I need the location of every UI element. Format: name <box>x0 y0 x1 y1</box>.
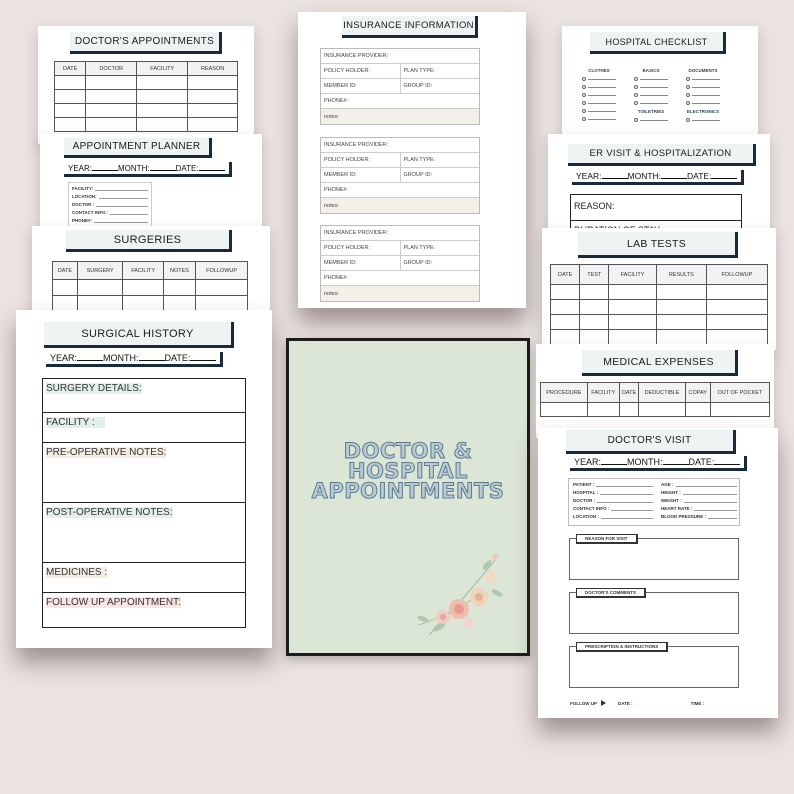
category-heading: CLOTHES <box>588 68 610 73</box>
provider-label: INSURANCE PROVIDER: <box>324 230 389 236</box>
appointment-planner-page <box>40 134 262 230</box>
medicines-row <box>43 563 245 593</box>
page-title: LAB TESTS <box>578 232 738 258</box>
pre-op-row <box>43 443 245 503</box>
field-weight: WEIGHT : <box>661 498 737 503</box>
year-label: YEAR: <box>574 457 602 467</box>
reason-row <box>571 195 741 221</box>
column-header: NOTES <box>163 262 195 280</box>
field-contact-info: CONTACT INFO : <box>72 210 148 215</box>
phone-label: PHONE#: <box>324 98 349 104</box>
follow-up-row <box>43 593 245 627</box>
surgical-history-page <box>16 310 272 648</box>
column-header: REASON <box>188 62 238 76</box>
plan-type-label: PLAN TYPE: <box>400 64 480 78</box>
patient-info-box <box>568 478 740 526</box>
section-label: DOCTOR'S COMMENTS <box>576 588 646 598</box>
page-title: INSURANCE INFORMATION <box>342 16 478 38</box>
page-title: ER VISIT & HOSPITALIZATION <box>568 144 756 166</box>
year-month-date-line <box>570 456 747 471</box>
member-id-label: MEMBER ID: <box>324 172 357 178</box>
er-visit-page <box>548 134 770 232</box>
insurance-block-2 <box>320 137 480 214</box>
column-header: RESULTS <box>656 265 706 285</box>
field-height: HEIGHT : <box>661 490 737 495</box>
column-header: DEDUCTIBLE <box>639 383 685 403</box>
checklist-item[interactable] <box>686 118 720 122</box>
column-header: FACILITY <box>137 62 188 76</box>
pre-op-label: PRE-OPERATIVE NOTES: <box>46 447 167 458</box>
surgeries-page <box>32 226 270 318</box>
surgery-details-label: SURGERY DETAILS: <box>46 383 142 394</box>
date-label: DATE: <box>175 164 199 173</box>
field-doctor: DOCTOR : <box>72 202 148 207</box>
category-heading: DOCUMENTS <box>688 68 718 73</box>
cover-title <box>289 441 527 501</box>
policy-holder-label: POLICY HOLDER: <box>324 68 371 74</box>
column-header: DOCTOR <box>86 62 137 76</box>
play-arrow-icon <box>601 700 606 706</box>
month-label: MONTH: <box>627 171 662 181</box>
year-month-date-line <box>46 352 223 367</box>
field-facility: FACILITY: <box>72 186 148 191</box>
checklist-item[interactable] <box>582 85 616 89</box>
follow-up-label: FOLLOW UP <box>570 700 597 706</box>
section-label: REASON FOR VISIT <box>576 534 638 544</box>
checklist-item[interactable] <box>686 77 720 81</box>
hospital-checklist-page <box>562 26 758 136</box>
checklist-item[interactable] <box>686 85 720 89</box>
follow-up-line <box>570 700 740 706</box>
column-header: FACILITY <box>587 383 619 403</box>
doctors-appointments-page <box>38 26 254 144</box>
checklist-item[interactable] <box>582 77 616 81</box>
medical-expenses-page <box>536 344 774 438</box>
cover-page <box>286 338 530 656</box>
floral-decoration-icon <box>409 535 519 645</box>
section-label: PRESCRIPTION & INSTRUCTIONS <box>576 642 668 652</box>
year-month-date-line <box>64 162 232 177</box>
checklist-item[interactable] <box>634 101 668 105</box>
field-hospital: HOSPITAL : <box>573 490 653 495</box>
checklist-item[interactable] <box>686 93 720 97</box>
checklist-item[interactable] <box>582 109 616 113</box>
checklist-column-documents <box>686 68 720 122</box>
column-header: OUT OF POCKET <box>710 383 769 403</box>
provider-label: INSURANCE PROVIDER: <box>324 53 389 59</box>
column-header: FACILITY <box>123 262 163 280</box>
follow-up-date-label: DATE : <box>618 700 633 706</box>
doctors-visit-page <box>538 428 778 718</box>
checklist-item[interactable] <box>634 77 668 81</box>
post-op-label: POST-OPERATIVE NOTES: <box>46 507 173 518</box>
lab-tests-table <box>550 264 768 345</box>
column-header: PROCEDURE <box>541 383 588 403</box>
column-header: DATE <box>55 62 86 76</box>
reason-label: REASON: <box>574 201 615 211</box>
policy-holder-label: POLICY HOLDER: <box>324 245 371 251</box>
field-age: AGE : <box>661 482 737 487</box>
column-header: DATE <box>53 262 78 280</box>
lab-tests-page <box>542 228 776 350</box>
phone-label: PHONE#: <box>324 275 349 281</box>
planner-fields <box>68 182 152 230</box>
page-title: HOSPITAL CHECKLIST <box>590 32 726 54</box>
year-month-date-line <box>572 170 744 185</box>
checklist-item[interactable] <box>634 85 668 89</box>
insurance-information-page <box>298 12 526 308</box>
plan-type-label: PLAN TYPE: <box>400 153 480 167</box>
month-label: MONTH: <box>627 457 663 467</box>
field-location: LOCATION: <box>72 194 148 199</box>
checklist-item[interactable] <box>582 93 616 97</box>
column-header: FOLLOWUP <box>196 262 248 280</box>
column-header: DATE <box>551 265 580 285</box>
medical-expenses-table <box>540 382 770 417</box>
column-header: TEST <box>580 265 609 285</box>
notes-label: notes: <box>324 113 339 120</box>
group-id-label: GROUP ID: <box>400 256 480 270</box>
follow-up-label: FOLLOW UP APPOINTMENT: <box>46 597 181 608</box>
member-id-label: MEMBER ID: <box>324 83 357 89</box>
insurance-block-3 <box>320 225 480 302</box>
category-heading: BASICS <box>642 68 660 73</box>
group-id-label: GROUP ID: <box>400 79 480 93</box>
column-header: COPAY <box>685 383 710 403</box>
field-heart-rate: HEART RATE : <box>661 506 737 511</box>
prescription-section <box>569 646 739 688</box>
checklist-item[interactable] <box>582 101 616 105</box>
checklist-item[interactable] <box>686 101 720 105</box>
year-label: YEAR: <box>576 171 602 181</box>
field-contact-info: CONTACT INFO : <box>573 506 653 511</box>
page-title: DOCTOR'S APPOINTMENTS <box>70 32 222 54</box>
notes-label: notes: <box>324 290 339 297</box>
er-visit-form <box>570 194 742 232</box>
page-title: DOCTOR'S VISIT <box>566 430 736 454</box>
member-id-label: MEMBER ID: <box>324 260 357 266</box>
group-id-label: GROUP ID: <box>400 168 480 182</box>
page-title: SURGERIES <box>66 230 232 252</box>
provider-label: INSURANCE PROVIDER: <box>324 142 389 148</box>
column-header: DATE <box>619 383 639 403</box>
category-heading: TOILETRIES <box>637 109 665 114</box>
month-label: MONTH: <box>103 353 139 363</box>
field-doctor: DOCTOR : <box>573 498 653 503</box>
surgery-details-row <box>43 379 245 413</box>
column-header: SURGERY <box>77 262 123 280</box>
checklist-column-basics <box>634 68 668 122</box>
page-title: APPOINTMENT PLANNER <box>64 138 212 158</box>
doctors-comments-section <box>569 592 739 634</box>
field-blood-pressure: BLOOD PRESSURE : <box>661 514 737 519</box>
date-label: DATE: <box>164 353 191 363</box>
surgical-history-form <box>42 378 246 628</box>
post-op-row <box>43 503 245 563</box>
phone-label: PHONE#: <box>324 187 349 193</box>
insurance-block-1 <box>320 48 480 125</box>
cover-title-line-2: HOSPITAL <box>347 459 469 483</box>
field-patient: PATIENT : <box>573 482 653 487</box>
policy-holder-label: POLICY HOLDER: <box>324 157 371 163</box>
date-label: DATE: <box>688 457 715 467</box>
facility-label: FACILITY : <box>46 417 105 428</box>
reason-for-visit-section <box>569 538 739 580</box>
plan-type-label: PLAN TYPE: <box>400 241 480 255</box>
page-title: SURGICAL HISTORY <box>44 322 234 348</box>
year-label: YEAR: <box>68 164 93 173</box>
column-header: FACILITY <box>609 265 657 285</box>
checklist-item[interactable] <box>634 118 668 122</box>
page-title: MEDICAL EXPENSES <box>582 350 738 376</box>
notes-label: notes: <box>324 202 339 209</box>
column-header: FOLLOWUP <box>706 265 767 285</box>
follow-up-time-label: TIME : <box>690 700 705 706</box>
cover-title-line-1: DOCTOR & <box>343 439 473 463</box>
field-phone: PHONE#: <box>72 218 148 223</box>
checklist-item[interactable] <box>582 117 616 121</box>
surgeries-table <box>52 261 248 312</box>
medicines-label: MEDICINES : <box>46 567 108 578</box>
field-location: LOCATION : <box>573 514 653 519</box>
year-label: YEAR: <box>50 353 78 363</box>
checklist-column-clothes <box>582 68 616 121</box>
facility-row <box>43 413 245 443</box>
month-label: MONTH: <box>118 164 150 173</box>
date-label: DATE: <box>687 171 712 181</box>
checklist-item[interactable] <box>634 93 668 97</box>
cover-title-line-3: APPOINTMENTS <box>311 479 505 503</box>
category-heading: ELECTRONICS <box>686 109 720 114</box>
appointments-table <box>54 61 238 132</box>
